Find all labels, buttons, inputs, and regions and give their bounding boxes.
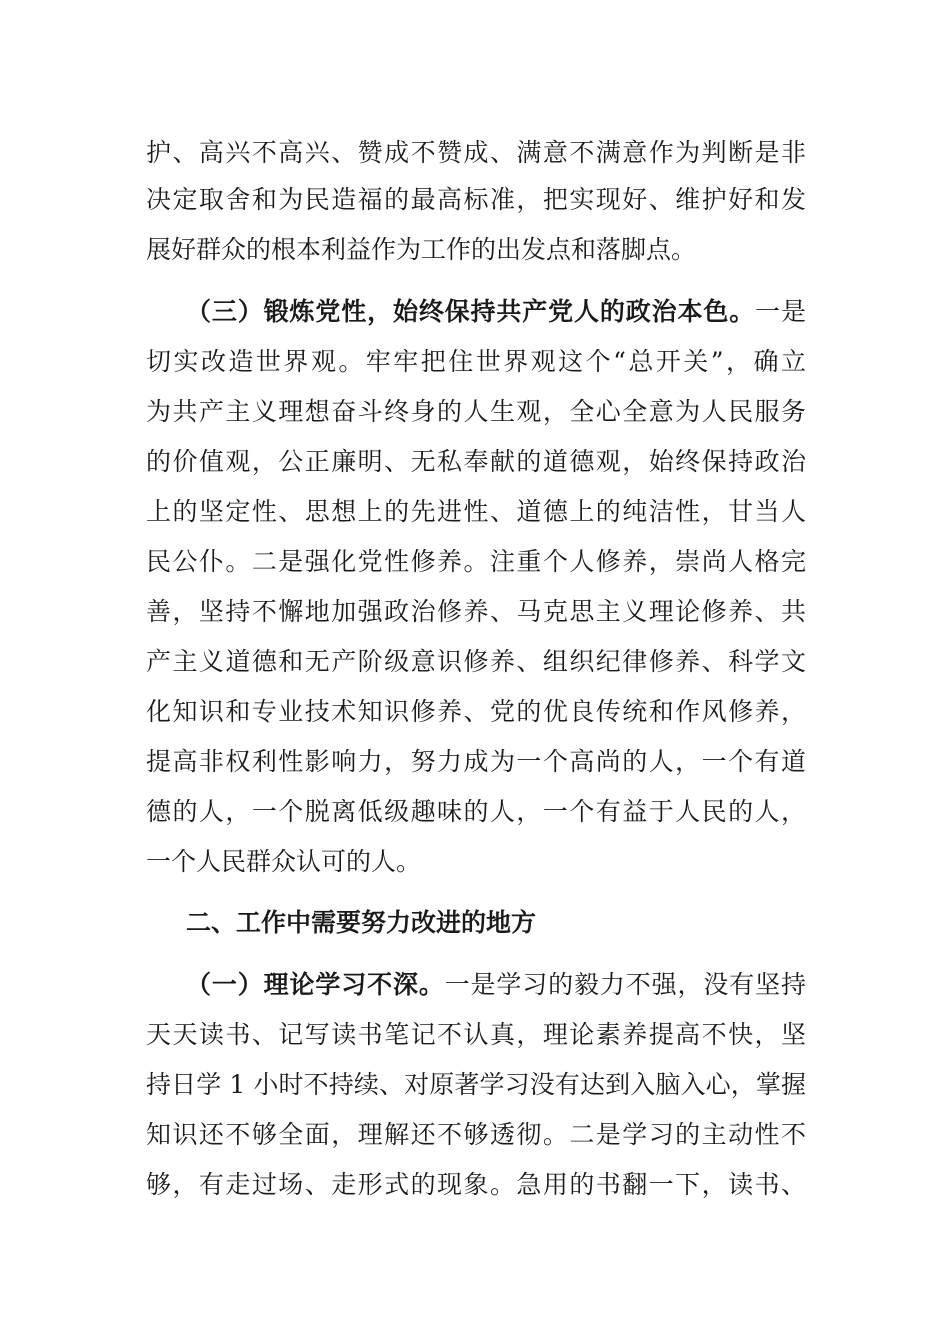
- paragraph-3-line-4: 知识还不够全面，理解还不够透彻。二是学习的主动性不: [146, 1120, 806, 1149]
- paragraph-3-line-2: 天天读书、记写读书笔记不认真，理论素养提高不快，坚: [146, 1020, 806, 1049]
- paragraph-2-line-4: 的价值观，公正廉明、无私奉献的道德观，始终保持政治: [146, 447, 806, 476]
- paragraph-2-first-line: [186, 287, 806, 337]
- paragraph-3-heading: （一）理论学习不深。: [186, 970, 445, 999]
- paragraph-2-line-11: 德的人，一个脱离低级趣味的人，一个有益于人民的人，: [146, 797, 806, 826]
- paragraph-2-line-2: 切实改造世界观。牢牢把住世界观这个“总开关”，确立: [146, 347, 806, 376]
- paragraph-2-line-3: 为共产主义理想奋斗终身的人生观，全心全意为人民服务: [146, 397, 806, 426]
- paragraph-3-first-line-rest: 一是学习的毅力不强，没有坚持: [444, 970, 806, 999]
- paragraph-2-line-12: 一个人民群众认可的人。: [146, 847, 422, 876]
- paragraph-1-line-1: 护、高兴不高兴、赞成不赞成、满意不满意作为判断是非: [146, 138, 806, 167]
- paragraph-2-first-line-rest: 一是: [755, 297, 806, 326]
- paragraph-1-line-3: 展好群众的根本利益作为工作的出发点和落脚点。: [146, 235, 697, 264]
- paragraph-3-line-5: 够，有走过场、走形式的现象。急用的书翻一下，读书、: [146, 1170, 806, 1199]
- paragraph-2-line-7: 善，坚持不懈地加强政治修养、马克思主义理论修养、共: [146, 597, 806, 626]
- paragraph-2-line-6: 民公仆。二是强化党性修养。注重个人修养，崇尚人格完: [146, 547, 806, 576]
- paragraph-1-line-2: 决定取舍和为民造福的最高标准，把实现好、维护好和发: [146, 185, 806, 214]
- paragraph-2-line-9: 化知识和专业技术知识修养、党的优良传统和作风修养，: [146, 697, 806, 726]
- section-heading: 二、工作中需要努力改进的地方: [186, 908, 537, 937]
- paragraph-2-heading: （三）锻炼党性，始终保持共产党人的政治本色。: [186, 297, 756, 326]
- paragraph-3-first-line: [186, 960, 806, 1010]
- paragraph-2-line-5: 上的坚定性、思想上的先进性、道德上的纯洁性，甘当人: [146, 497, 806, 526]
- paragraph-2-line-8: 产主义道德和无产阶级意识修养、组织纪律修养、科学文: [146, 647, 806, 676]
- paragraph-2-line-10: 提高非权利性影响力，努力成为一个高尚的人，一个有道: [146, 747, 806, 776]
- paragraph-3-line-3: 持日学 1 小时不持续、对原著学习没有达到入脑入心，掌握: [146, 1070, 806, 1099]
